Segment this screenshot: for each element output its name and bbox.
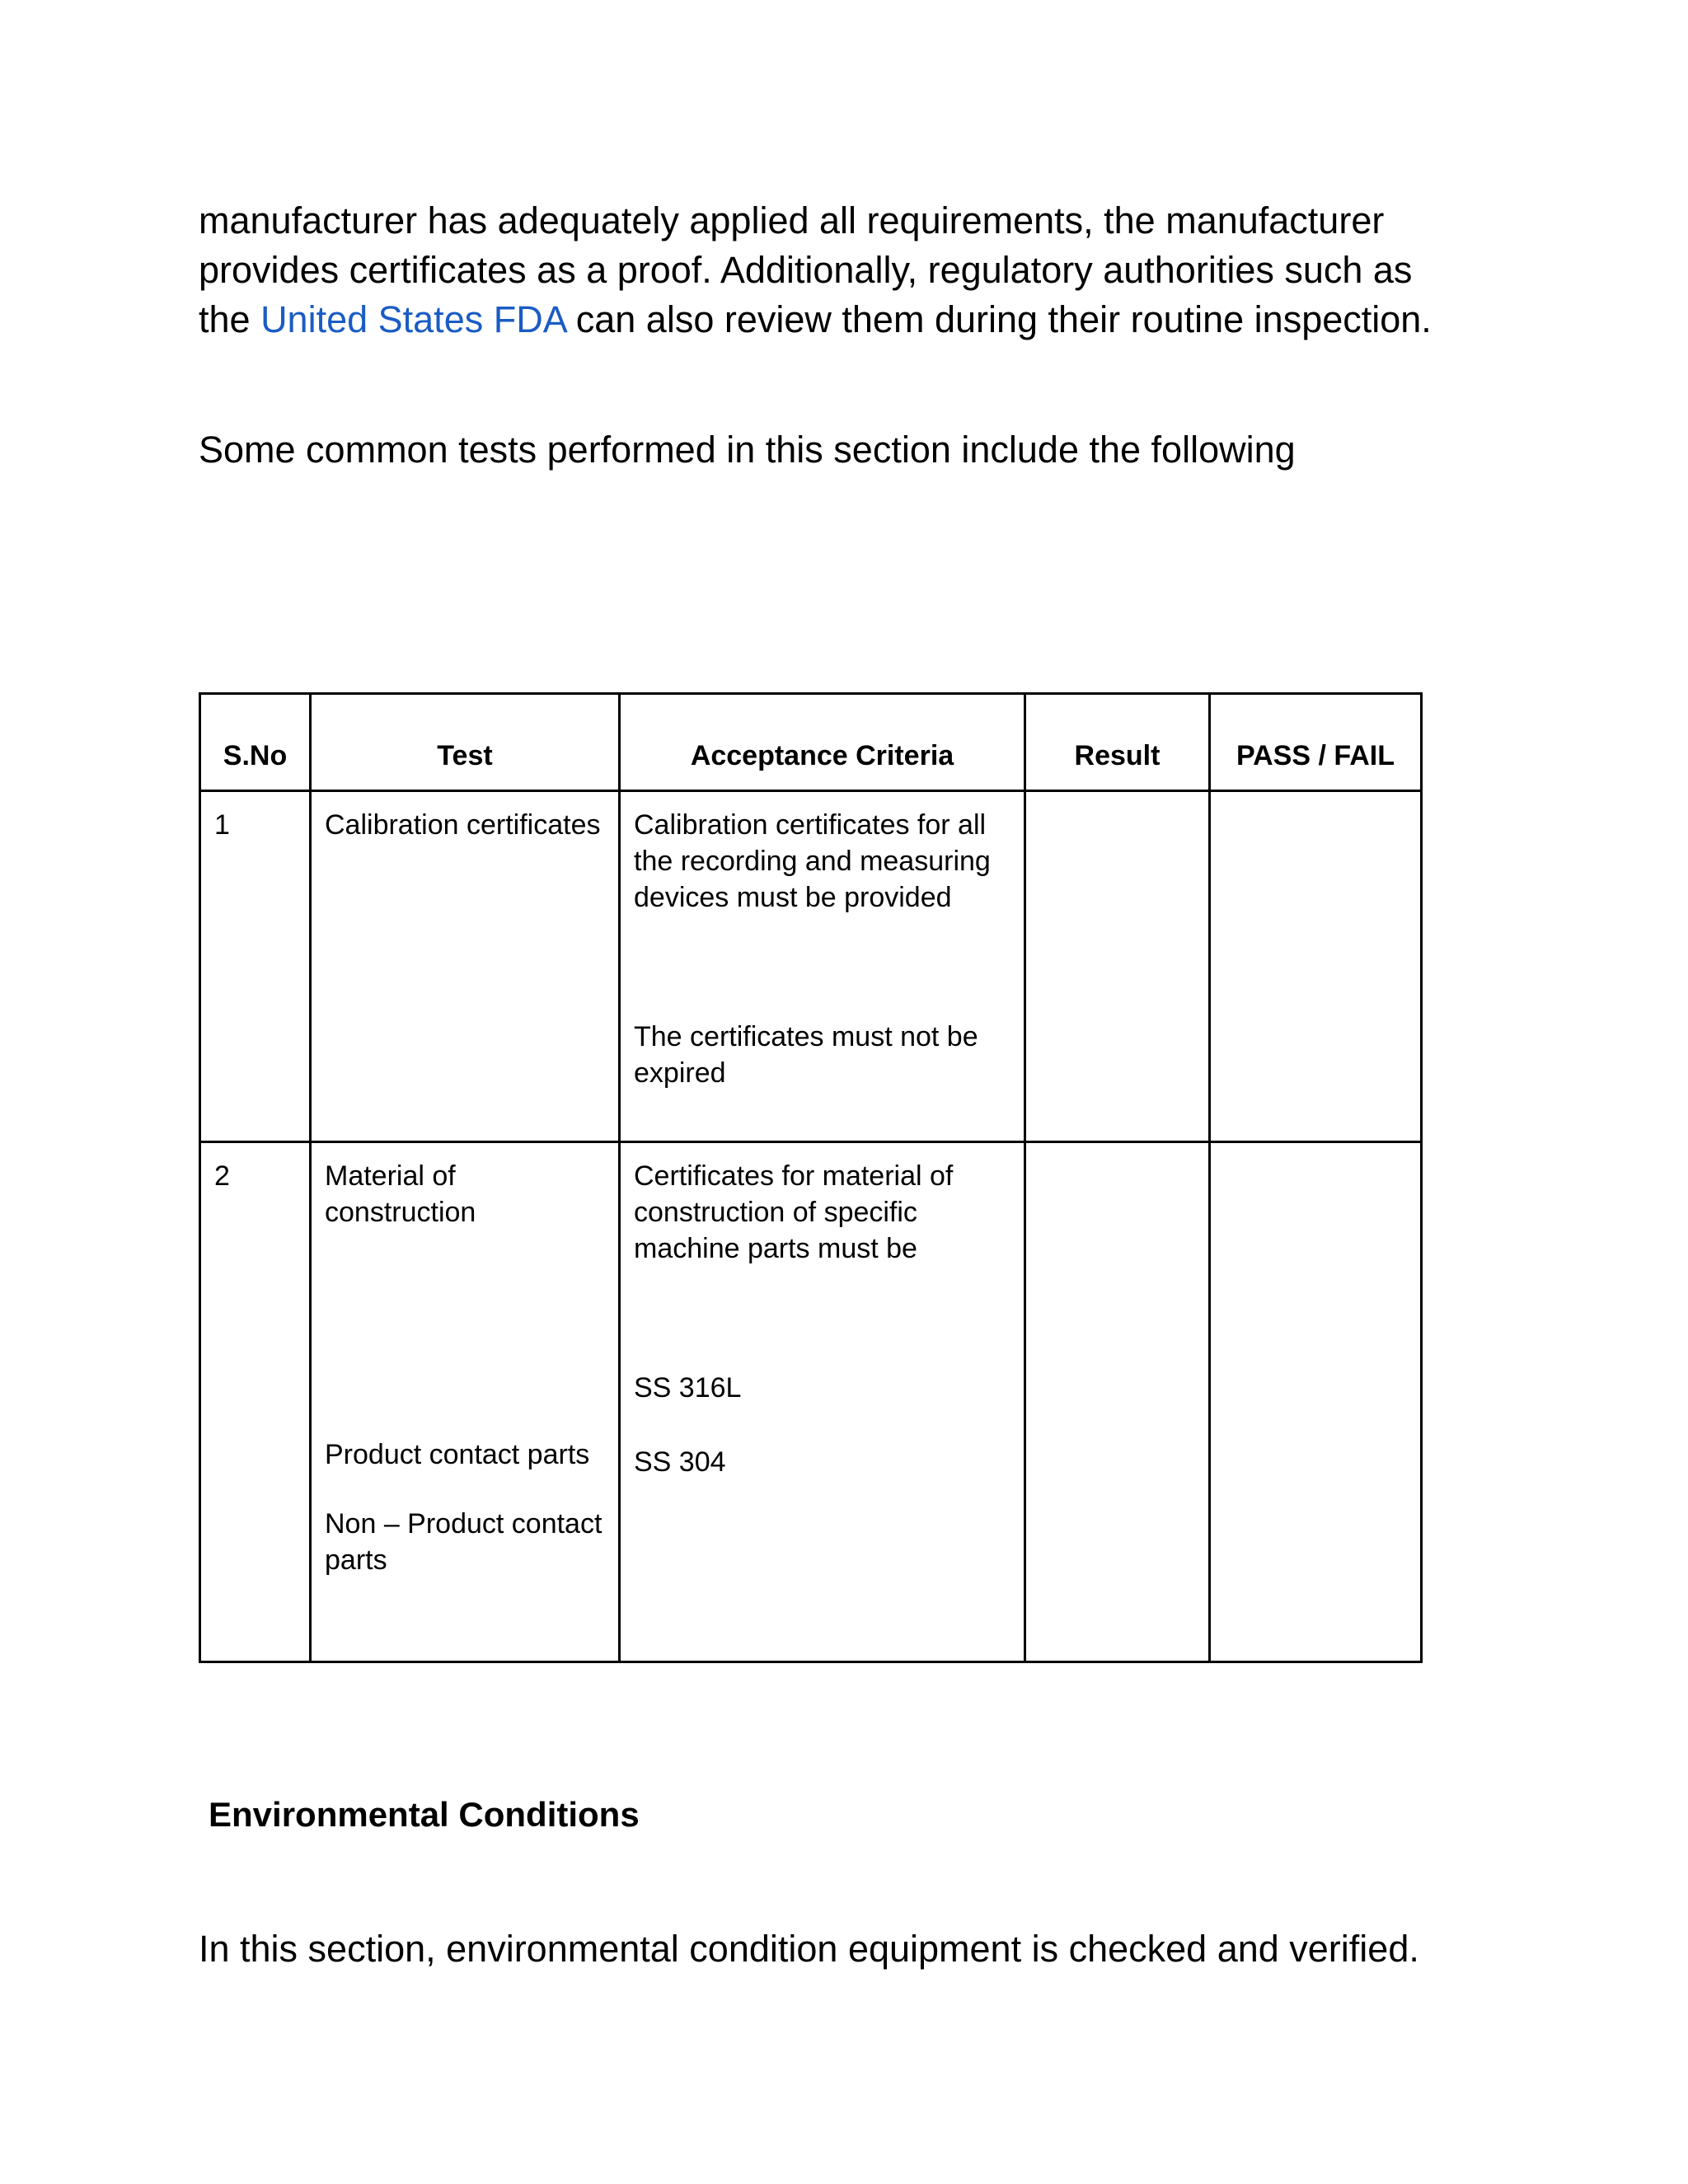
pass-fail-value xyxy=(1211,792,1420,807)
cell-pass-fail[interactable] xyxy=(1210,1142,1422,1662)
cell-test xyxy=(311,791,620,1142)
table-header-row xyxy=(200,694,1422,791)
section-text: In this section, environmental condition equipment is checked and verified. xyxy=(199,1928,1419,1970)
table-row xyxy=(200,791,1422,1142)
common-tests-text: Some common tests performed in this section include the following xyxy=(199,429,1296,471)
intro-line-3 xyxy=(199,295,1432,344)
intro-line-2: provides certificates as a proof. Additionally, regulatory authorities such as xyxy=(199,249,1413,291)
cell-criteria xyxy=(620,1142,1025,1662)
header-result: Result xyxy=(1025,694,1210,791)
test-value: Non – Product contact parts xyxy=(325,1508,603,1576)
header-acceptance-criteria: Acceptance Criteria xyxy=(620,694,1025,791)
pass-fail-value xyxy=(1211,1143,1420,1158)
cell-result[interactable] xyxy=(1025,1142,1210,1662)
test-value: Calibration certificates xyxy=(325,809,601,841)
criteria-text: Certificates for material of construction of specific machine parts must be xyxy=(634,1160,954,1264)
criteria-text: Calibration certificates for all the recording and measuring devices must be provided xyxy=(634,809,991,913)
criteria-text: The certificates must not be expired xyxy=(634,1021,978,1089)
intro-line-1: manufacturer has adequately applied all requirements, the manufacturer xyxy=(199,199,1385,241)
cell-test xyxy=(311,1142,620,1662)
table-row xyxy=(200,1142,1422,1662)
section-heading: Environmental Conditions xyxy=(209,1795,640,1834)
intro-line-3-pre: the xyxy=(199,298,261,340)
intro-paragraph xyxy=(199,196,1432,344)
result-value xyxy=(1026,792,1208,807)
cell-pass-fail[interactable] xyxy=(1210,791,1422,1142)
cell-sno xyxy=(200,791,311,1142)
cell-result[interactable] xyxy=(1025,791,1210,1142)
sno-value: 1 xyxy=(214,809,230,841)
criteria-text: SS 304 xyxy=(634,1446,726,1478)
sno-value: 2 xyxy=(214,1160,230,1192)
header-sno: S.No xyxy=(200,694,311,791)
cell-sno xyxy=(200,1142,311,1662)
test-value: Product contact parts xyxy=(325,1439,590,1470)
test-value: Material of construction xyxy=(325,1160,476,1228)
cell-criteria xyxy=(620,791,1025,1142)
result-value xyxy=(1026,1143,1208,1158)
header-pass-fail: PASS / FAIL xyxy=(1210,694,1422,791)
tests-table xyxy=(199,692,1423,1663)
fda-link[interactable]: United States FDA xyxy=(260,298,566,340)
header-test: Test xyxy=(311,694,620,791)
criteria-text: SS 316L xyxy=(634,1372,742,1404)
intro-line-3-post: can also review them during their routine inspection. xyxy=(565,298,1432,340)
